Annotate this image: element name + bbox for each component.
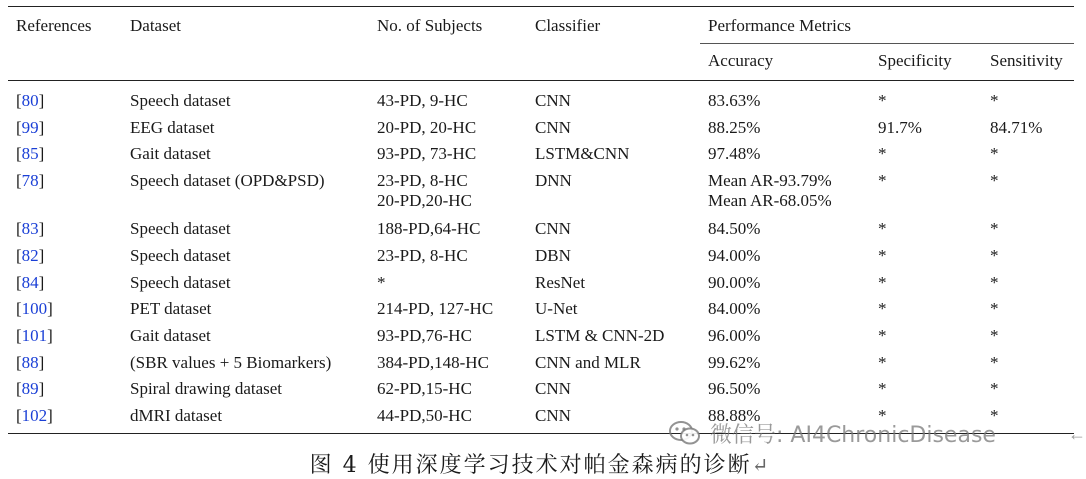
reference-link[interactable] (16, 246, 44, 266)
reference-link[interactable] (16, 118, 44, 138)
cell-classifier-text: LSTM & CNN-2D (535, 325, 665, 345)
cell-classifier-text: CNN (535, 91, 571, 110)
cell-sensitivity (990, 299, 999, 319)
cell-accuracy-text: 83.63% (708, 91, 761, 110)
cell-subjects (377, 246, 468, 266)
reference-link[interactable] (16, 326, 53, 346)
reference-link[interactable] (16, 273, 44, 293)
cell-dataset-text: EEG dataset (130, 117, 215, 137)
cell-specificity-text: * (878, 379, 887, 399)
cell-sensitivity-text: * (990, 245, 999, 265)
cell-subjects (377, 118, 476, 138)
bracket-open: [ (16, 144, 22, 164)
header-dataset: Dataset (130, 16, 181, 35)
cell-subjects (377, 379, 472, 399)
cell-sensitivity-text: * (990, 299, 999, 319)
return-mark: ↵ (751, 453, 771, 477)
cell-specificity-text: * (878, 144, 887, 164)
reference-link[interactable] (16, 91, 44, 111)
cell-classifier-text: CNN (535, 406, 571, 425)
cell-dataset-text: Speech dataset (130, 219, 231, 239)
cell-accuracy (708, 379, 760, 399)
reference-number[interactable]: 102 (21, 406, 48, 425)
cell-dataset-text: Spiral drawing dataset (130, 379, 283, 399)
cell-dataset (130, 406, 222, 426)
bracket-close: ] (38, 117, 45, 137)
cell-subjects (377, 91, 468, 111)
cell-specificity-text: * (878, 406, 887, 425)
cell-subjects (377, 144, 476, 164)
cell-dataset (130, 353, 331, 373)
bracket-close: ] (38, 144, 45, 164)
cell-classifier (535, 353, 641, 373)
cell-dataset-text: Speech dataset (130, 272, 231, 292)
bracket-open: [ (16, 406, 22, 425)
cell-subjects (377, 353, 489, 373)
bracket-open: [ (16, 171, 22, 191)
cell-dataset (130, 118, 215, 138)
reference-link[interactable] (16, 171, 44, 191)
cell-dataset (130, 273, 231, 293)
cell-subjects-text: 62-PD,15-HC (377, 379, 472, 399)
wechat-icon (668, 419, 702, 447)
cell-dataset-text: Gait dataset (130, 325, 211, 345)
cell-classifier (535, 299, 577, 319)
cell-sensitivity (990, 144, 999, 164)
bracket-close: ] (47, 325, 53, 345)
cell-sensitivity (990, 91, 999, 111)
cell-classifier (535, 379, 571, 399)
cell-accuracy-text-line2: Mean AR-68.05% (708, 191, 832, 211)
reference-number[interactable]: 100 (21, 299, 48, 319)
reference-number[interactable]: 83 (21, 219, 39, 239)
header-performance-metrics: Performance Metrics (708, 16, 852, 35)
cell-specificity (878, 246, 887, 266)
cell-sensitivity-text: * (990, 352, 999, 372)
cell-subjects-text: 20-PD, 20-HC (377, 117, 477, 137)
cell-accuracy-text: 90.00% (708, 272, 761, 292)
cell-dataset (130, 299, 211, 319)
cell-subjects-text: * (377, 272, 386, 292)
bracket-open: [ (16, 379, 22, 399)
cell-sensitivity-text: 84.71% (990, 117, 1043, 137)
cell-dataset (130, 91, 231, 111)
cell-sensitivity-text: * (990, 144, 999, 164)
cell-specificity-text: * (878, 219, 887, 239)
reference-link[interactable] (16, 144, 44, 164)
cell-classifier (535, 91, 571, 111)
cell-specificity-text: * (878, 245, 887, 265)
cell-dataset-text: Speech dataset (130, 91, 231, 110)
cell-specificity-text: * (878, 171, 887, 191)
cell-specificity (878, 273, 887, 293)
header-sensitivity: Sensitivity (990, 51, 1063, 70)
bracket-open: [ (16, 325, 22, 345)
cell-accuracy-text: 97.48% (708, 144, 761, 164)
cell-subjects (377, 171, 472, 211)
bracket-close: ] (38, 245, 45, 265)
cell-subjects (377, 219, 480, 239)
cell-specificity (878, 91, 887, 111)
cell-specificity-text: 91.7% (878, 117, 922, 137)
cell-specificity (878, 171, 887, 191)
cell-subjects-text: 23-PD, 8-HC (377, 245, 468, 265)
bracket-open: [ (16, 219, 22, 239)
cell-accuracy-text: 94.00% (708, 245, 761, 265)
cell-sensitivity-text: * (990, 272, 999, 292)
cell-specificity (878, 299, 887, 319)
cell-subjects (377, 406, 472, 426)
cell-accuracy (708, 246, 760, 266)
cell-subjects-text: 43-PD, 9-HC (377, 91, 468, 110)
cell-classifier (535, 326, 664, 346)
cell-sensitivity-text: * (990, 379, 999, 399)
reference-number[interactable]: 82 (21, 245, 39, 265)
bracket-open: [ (16, 245, 22, 265)
cell-sensitivity (990, 326, 999, 346)
performance-subheader-rule (700, 43, 1074, 44)
cell-dataset-text: Gait dataset (130, 144, 211, 164)
cell-accuracy (708, 326, 760, 346)
cell-dataset-text: (SBR values + 5 Biomarkers) (130, 352, 332, 372)
cell-classifier (535, 219, 571, 239)
bracket-close: ] (38, 352, 45, 372)
bracket-close: ] (47, 299, 53, 319)
cell-dataset (130, 246, 231, 266)
cell-subjects-text: 214-PD, 127-HC (377, 299, 494, 319)
cell-subjects-text: 188-PD,64-HC (377, 219, 481, 239)
bracket-open: [ (16, 299, 22, 319)
cell-classifier (535, 118, 571, 138)
cell-accuracy (708, 353, 760, 373)
cell-sensitivity (990, 219, 999, 239)
cell-specificity (878, 353, 887, 373)
cell-accuracy (708, 219, 760, 239)
cell-dataset (130, 379, 282, 399)
bracket-open: [ (16, 91, 22, 110)
watermark (668, 418, 996, 448)
reference-number[interactable]: 84 (21, 272, 39, 292)
bracket-open: [ (16, 272, 22, 292)
cell-classifier-text: U-Net (535, 299, 578, 319)
cell-specificity-text: * (878, 325, 887, 345)
cell-dataset-text: PET dataset (130, 299, 212, 319)
cell-sensitivity (990, 379, 999, 399)
cell-sensitivity-text: * (990, 91, 999, 110)
cell-sensitivity-text: * (990, 171, 999, 191)
cell-dataset-text: Speech dataset (OPD&PSD) (130, 171, 325, 191)
bracket-close: ] (38, 91, 45, 110)
cell-specificity (878, 219, 887, 239)
cell-accuracy (708, 144, 760, 164)
table-top-rule (8, 6, 1074, 7)
cell-classifier (535, 273, 585, 293)
cell-specificity-text: * (878, 272, 887, 292)
watermark-arrow: ← (1068, 424, 1086, 444)
cell-classifier-text: CNN (535, 219, 571, 239)
cell-classifier-text: LSTM&CNN (535, 144, 630, 164)
header-accuracy: Accuracy (708, 51, 774, 70)
cell-accuracy-text: 84.00% (708, 299, 761, 319)
cell-sensitivity (990, 273, 999, 293)
cell-classifier-text: ResNet (535, 272, 586, 292)
cell-specificity (878, 118, 922, 138)
reference-number[interactable]: 88 (21, 352, 39, 372)
cell-accuracy-text: 96.50% (708, 379, 761, 399)
cell-dataset-text: dMRI dataset (130, 406, 223, 425)
caption-text: 图 4 使用深度学习技术对帕金森病的诊断 (309, 453, 752, 478)
cell-subjects-text: 23-PD, 8-HC (377, 171, 468, 191)
reference-link[interactable] (16, 219, 44, 239)
cell-specificity (878, 379, 887, 399)
cell-specificity (878, 326, 887, 346)
reference-link[interactable] (16, 299, 53, 319)
cell-subjects-text: 93-PD, 73-HC (377, 144, 477, 164)
reference-number[interactable]: 85 (21, 144, 39, 164)
reference-number[interactable]: 78 (21, 171, 39, 191)
cell-subjects-text: 44-PD,50-HC (377, 406, 472, 425)
bracket-close: ] (38, 272, 45, 292)
cell-classifier (535, 171, 572, 191)
reference-number[interactable]: 89 (21, 379, 39, 399)
reference-link[interactable] (16, 353, 44, 373)
bracket-open: [ (16, 117, 22, 137)
reference-number[interactable]: 80 (21, 91, 39, 110)
cell-specificity-text: * (878, 352, 887, 372)
header-subjects: No. of Subjects (377, 16, 483, 35)
cell-dataset (130, 219, 231, 239)
cell-classifier (535, 246, 571, 266)
cell-accuracy (708, 273, 760, 293)
cell-accuracy-text: 99.62% (708, 352, 761, 372)
cell-subjects (377, 326, 472, 346)
cell-accuracy-text: Mean AR-93.79% (708, 171, 832, 191)
cell-dataset (130, 171, 325, 191)
cell-accuracy-text: 84.50% (708, 219, 761, 239)
bracket-open: [ (16, 352, 22, 372)
cell-accuracy-text: 88.88% (708, 406, 761, 425)
cell-subjects-text: 93-PD,76-HC (377, 325, 472, 345)
cell-specificity-text: * (878, 299, 887, 319)
cell-sensitivity-text: * (990, 325, 999, 345)
cell-dataset (130, 326, 211, 346)
reference-link[interactable] (16, 406, 53, 426)
cell-classifier-text: CNN (535, 379, 571, 399)
cell-subjects-text: 384-PD,148-HC (377, 352, 489, 372)
bracket-close: ] (38, 219, 45, 239)
cell-specificity-text: * (878, 91, 887, 110)
header-references: References (16, 16, 92, 35)
header-classifier: Classifier (535, 16, 601, 35)
reference-number[interactable]: 101 (21, 325, 48, 345)
cell-classifier (535, 144, 629, 164)
table-header-rule (8, 80, 1074, 81)
cell-accuracy (708, 91, 760, 111)
cell-sensitivity (990, 353, 999, 373)
reference-number[interactable]: 99 (21, 117, 39, 137)
cell-sensitivity-text: * (990, 219, 999, 239)
cell-classifier-text: DNN (535, 171, 572, 191)
cell-accuracy-text: 96.00% (708, 325, 761, 345)
cell-subjects-text-line2: 20-PD,20-HC (377, 191, 472, 211)
watermark-text: 微信号: AI4ChronicDisease (710, 422, 996, 448)
cell-sensitivity (990, 246, 999, 266)
figure-caption (0, 448, 1080, 479)
bracket-close: ] (38, 379, 45, 399)
cell-subjects (377, 273, 386, 293)
reference-link[interactable] (16, 379, 44, 399)
cell-specificity (878, 144, 887, 164)
cell-accuracy (708, 118, 760, 138)
cell-subjects (377, 299, 493, 319)
cell-classifier-text: DBN (535, 245, 571, 265)
cell-accuracy-text: 88.25% (708, 117, 761, 137)
cell-classifier-text: CNN (535, 117, 571, 137)
cell-accuracy (708, 299, 760, 319)
cell-dataset (130, 144, 211, 164)
bracket-close: ] (38, 171, 45, 191)
header-specificity: Specificity (878, 51, 952, 70)
bracket-close: ] (47, 406, 53, 425)
cell-accuracy (708, 171, 832, 211)
cell-classifier (535, 406, 571, 426)
cell-sensitivity (990, 118, 1042, 138)
cell-classifier-text: CNN and MLR (535, 352, 641, 372)
cell-sensitivity (990, 171, 999, 191)
cell-dataset-text: Speech dataset (130, 245, 231, 265)
cell-sensitivity-text: * (990, 406, 999, 425)
